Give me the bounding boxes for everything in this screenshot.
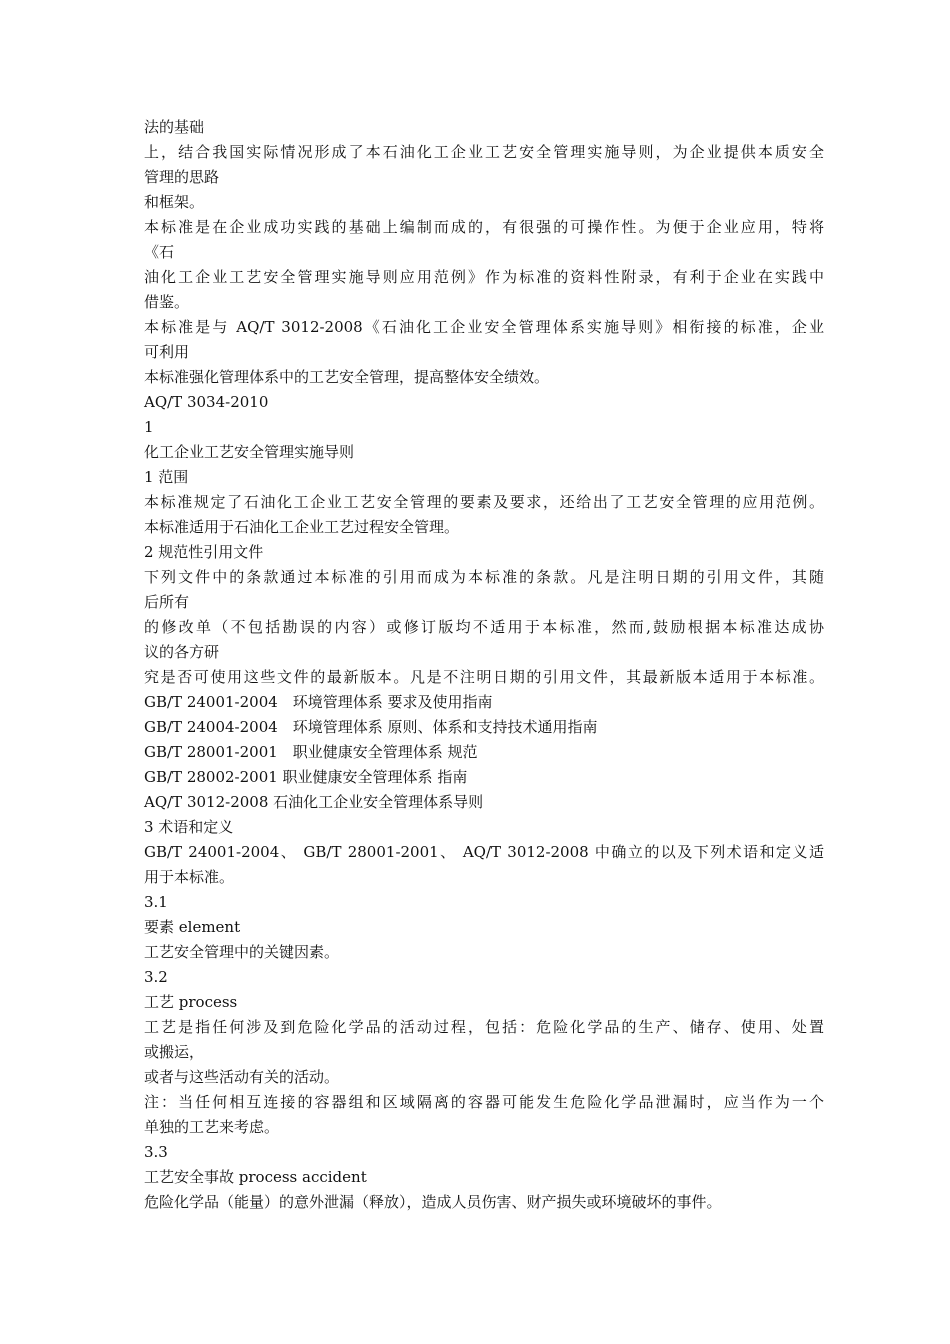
clause-number: 3.2: [144, 968, 168, 986]
text-line: 究是否可使用这些文件的最新版本。凡是不注明日期的引用文件，其最新版本适用于本标准。: [144, 668, 824, 686]
text-line: 本标准规定了石油化工企业工艺安全管理的要素及要求，还给出了工艺安全管理的应用范例。: [144, 493, 824, 511]
text-line: 《石: [144, 243, 175, 261]
term-heading: 工艺安全事故 process accident: [144, 1168, 367, 1186]
reference-item: GB/T 24004-2004 环境管理体系 原则、体系和支持技术通用指南: [144, 718, 598, 736]
document-title: 化工企业工艺安全管理实施导则: [144, 443, 355, 461]
text-line: 本标准是在企业成功实践的基础上编制而成的，有很强的可操作性。为便于企业应用，特将: [144, 218, 824, 236]
page-number: 1: [144, 418, 154, 436]
text-line: 借鉴。: [144, 293, 190, 311]
term-definition: 工艺是指任何涉及到危险化学品的活动过程，包括：危险化学品的生产、储存、使用、处置: [144, 1018, 824, 1036]
standard-code: AQ/T 3034-2010: [144, 393, 269, 411]
reference-item: GB/T 24001-2004 环境管理体系 要求及使用指南: [144, 693, 493, 711]
term-definition: 危险化学品（能量）的意外泄漏（释放），造成人员伤害、财产损失或环境破坏的事件。: [144, 1193, 722, 1211]
term-heading: 要素 element: [144, 918, 241, 936]
section-heading: 1 范围: [144, 468, 189, 486]
text-line: 本标准适用于石油化工企业工艺过程安全管理。: [144, 518, 460, 536]
text-line: 下列文件中的条款通过本标准的引用而成为本标准的条款。凡是注明日期的引用文件，其随: [144, 568, 824, 586]
text-line: GB/T 24001-2004、 GB/T 28001-2001、 AQ/T 3012-2008 中确立的以及下列术语和定义适: [144, 843, 824, 861]
clause-number: 3.1: [144, 893, 168, 911]
text-line: 的修改单（不包括勘误的内容）或修订版均不适用于本标准，然而,鼓励根据本标准达成协: [144, 618, 824, 636]
text-line: 用于本标准。: [144, 868, 235, 886]
term-definition: 工艺安全管理中的关键因素。: [144, 943, 340, 961]
term-definition: 或搬运，: [144, 1043, 205, 1061]
clause-number: 3.3: [144, 1143, 168, 1161]
text-line: 油化工企业工艺安全管理实施导则应用范例》作为标准的资料性附录，有利于企业在实践中: [144, 268, 824, 286]
text-line: 和框架。: [144, 193, 205, 211]
term-heading: 工艺 process: [144, 993, 238, 1011]
note-line: 注：当任何相互连接的容器组和区域隔离的容器可能发生危险化学品泄漏时，应当作为一个: [144, 1093, 824, 1111]
text-line: 管理的思路: [144, 168, 220, 186]
section-heading: 3 术语和定义: [144, 818, 234, 836]
text-line: 本标准强化管理体系中的工艺安全管理，提高整体安全绩效。: [144, 368, 550, 386]
text-line: 议的各方研: [144, 643, 220, 661]
reference-item: GB/T 28001-2001 职业健康安全管理体系 规范: [144, 743, 478, 761]
text-line: 可利用: [144, 343, 190, 361]
text-line: 后所有: [144, 593, 190, 611]
text-line: 本标准是与 AQ/T 3012-2008《石油化工企业安全管理体系实施导则》相衔接的标准，企业: [144, 318, 824, 336]
document-body: [144, 115, 824, 1215]
reference-item: GB/T 28002-2001 职业健康安全管理体系 指南: [144, 768, 468, 786]
note-line: 单独的工艺来考虑。: [144, 1118, 280, 1136]
term-definition: 或者与这些活动有关的活动。: [144, 1068, 340, 1086]
reference-item: AQ/T 3012-2008 石油化工企业安全管理体系导则: [144, 793, 484, 811]
text-line: 上，结合我国实际情况形成了本石油化工企业工艺安全管理实施导则，为企业提供本质安全: [144, 143, 824, 161]
section-heading: 2 规范性引用文件: [144, 543, 264, 561]
text-line: 法的基础: [144, 118, 205, 136]
